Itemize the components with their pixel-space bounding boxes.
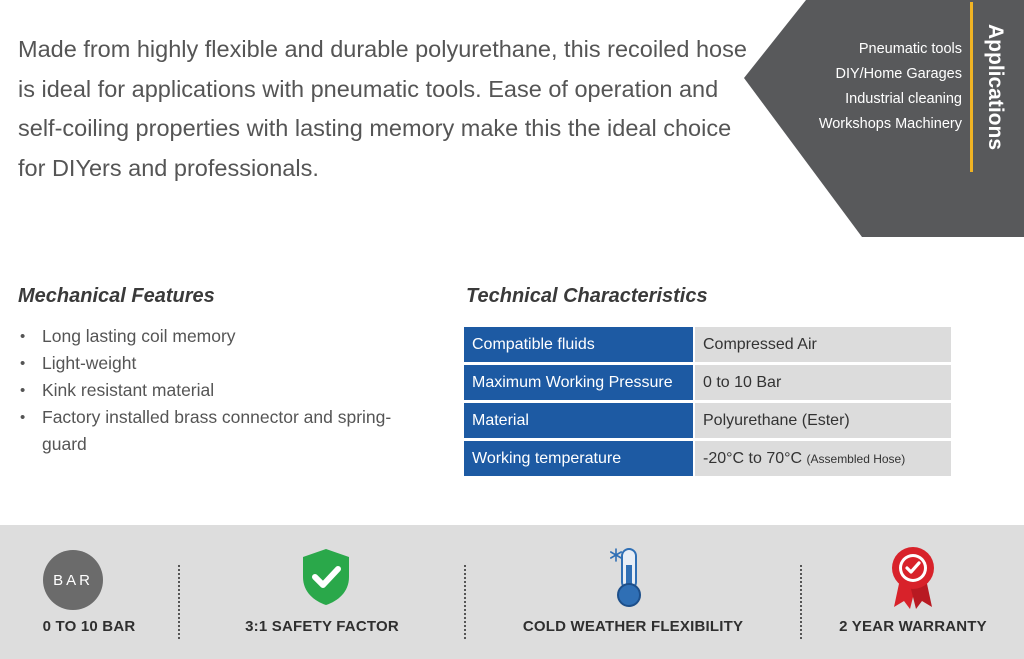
spec-key: Material: [464, 403, 695, 438]
feature-item: • Light-weight: [18, 350, 418, 377]
applications-title: Applications: [984, 23, 1007, 150]
table-row: [464, 365, 951, 400]
product-description: Made from highly flexible and durable polyurethane, this recoiled hose is ideal for applications with pneumatic tools. Ease of operation and self-coiling properties with lasting memory make this the ideal choice for DIYers and professionals.: [18, 36, 747, 181]
mechanical-features-title: Mechanical Features: [18, 285, 215, 307]
application-item: DIY/Home Garages: [835, 66, 962, 82]
spec-note: (Assembled Hose): [806, 451, 906, 466]
badge-label: 2 YEAR WARRANTY: [839, 618, 987, 635]
spec-value-text: 0 to 10 Bar: [703, 373, 782, 391]
features-bar: [0, 525, 1024, 659]
table-row: [464, 327, 951, 362]
applications-panel: [744, 0, 1024, 237]
application-item: Workshops Machinery: [818, 116, 962, 132]
application-item: Pneumatic tools: [858, 41, 962, 57]
spec-value: [695, 365, 951, 400]
spec-value: [695, 403, 951, 438]
spec-value-text: -20°C to 70°C: [703, 449, 803, 467]
applications-accent-line: [970, 2, 973, 172]
feature-item: • Long lasting coil memory: [18, 323, 418, 350]
badge-label: 3:1 SAFETY FACTOR: [245, 618, 399, 635]
spec-key: Compatible fluids: [464, 327, 695, 362]
badge-cold-weather: [466, 525, 800, 659]
award-ribbon-icon: [890, 545, 936, 611]
shield-check-icon: [300, 547, 352, 607]
feature-item: • Factory installed brass connector and spring-guard: [18, 404, 418, 458]
technical-characteristics-title: Technical Characteristics: [466, 285, 708, 307]
spec-value-text: Polyurethane (Ester): [703, 411, 850, 429]
badge-safety: [180, 525, 464, 659]
spec-value-text: Compressed Air: [703, 335, 817, 353]
spec-value: [695, 327, 951, 362]
badge-warranty: [802, 525, 1024, 659]
application-item: Industrial cleaning: [845, 91, 962, 107]
spec-key: Working temperature: [464, 441, 695, 476]
spec-value: [695, 441, 951, 476]
technical-table: [464, 324, 951, 479]
applications-list: [819, 37, 962, 137]
table-row: [464, 441, 951, 476]
table-row: [464, 403, 951, 438]
badge-label: COLD WEATHER FLEXIBILITY: [522, 618, 744, 635]
bar-circle-icon: BAR: [43, 550, 103, 610]
thermometer-snowflake-icon: [610, 545, 646, 609]
badge-label: 0 TO 10 BAR: [42, 618, 136, 635]
badge-bar: [0, 525, 178, 659]
mechanical-features-list: [18, 323, 418, 458]
feature-item: • Kink resistant material: [18, 377, 418, 404]
spec-key: Maximum Working Pressure: [464, 365, 695, 400]
